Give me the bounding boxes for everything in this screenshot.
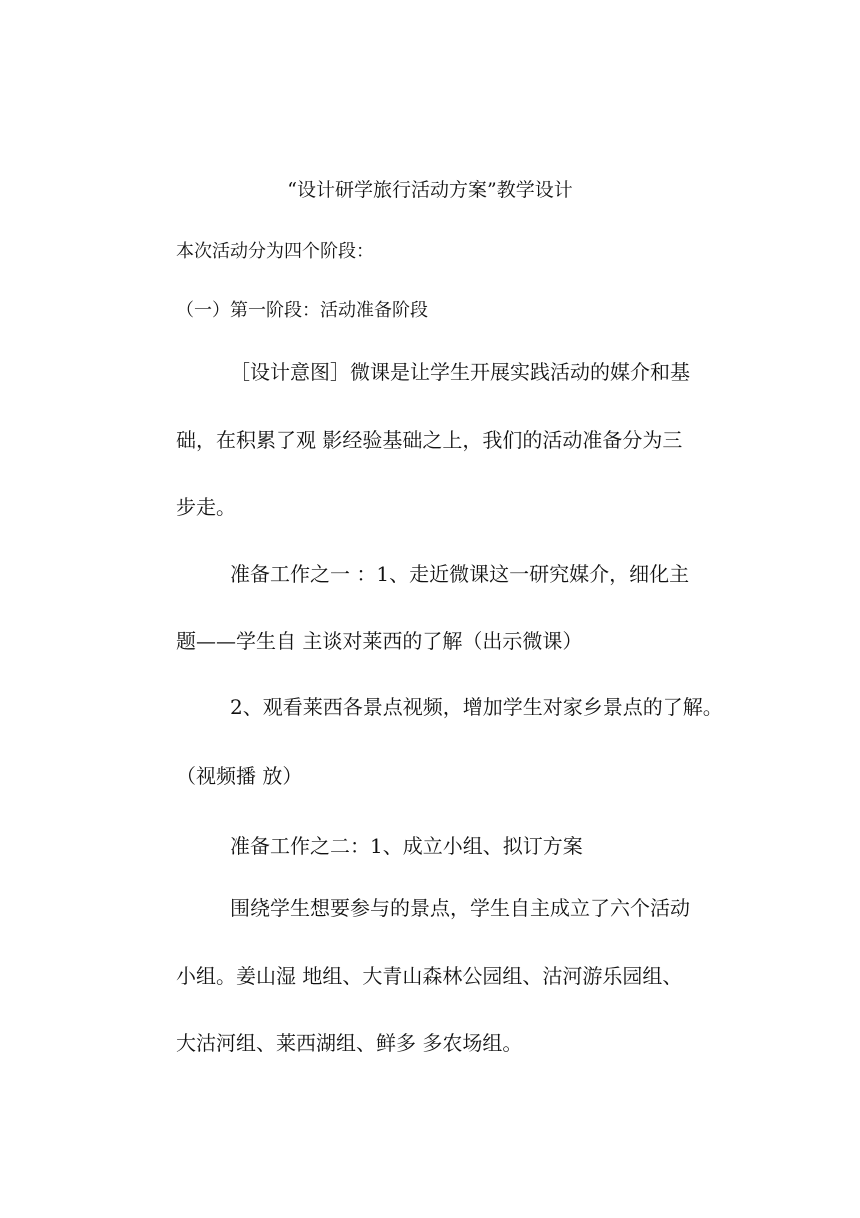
paragraph-line: 小组。姜山湿 地组、大青山森林公园组、沽河游乐园组、 xyxy=(176,964,683,988)
paragraph-line: 围绕学生想要参与的景点，学生自主成立了六个活动 xyxy=(230,896,690,920)
paragraph-line: 题——学生自 主谈对莱西的了解（出示微课） xyxy=(176,629,583,653)
paragraph-line: 2、观看莱西各景点视频，增加学生对家乡景点的了解。 xyxy=(230,695,723,719)
paragraph-line: 准备工作之二：1、成立小组、拟订方案 xyxy=(230,834,583,858)
document-title: “设计研学旅行活动方案”教学设计 xyxy=(287,179,573,201)
paragraph-line: 大沽河组、莱西湖组、鲜多 多农场组。 xyxy=(176,1031,523,1055)
section-heading: （一）第一阶段：活动准备阶段 xyxy=(176,300,428,321)
paragraph-line: ［设计意图］微课是让学生开展实践活动的媒介和基 xyxy=(230,360,690,384)
paragraph-line: （视频播 放） xyxy=(176,764,303,788)
paragraph-line: 步走。 xyxy=(176,495,236,519)
paragraph-line: 准备工作之一 ：1、走近微课这一研究媒介，细化主 xyxy=(230,562,690,586)
intro-text: 本次活动分为四个阶段： xyxy=(176,241,374,262)
paragraph-line: 础，在积累了观 影经验基础之上，我们的活动准备分为三 xyxy=(176,428,683,452)
